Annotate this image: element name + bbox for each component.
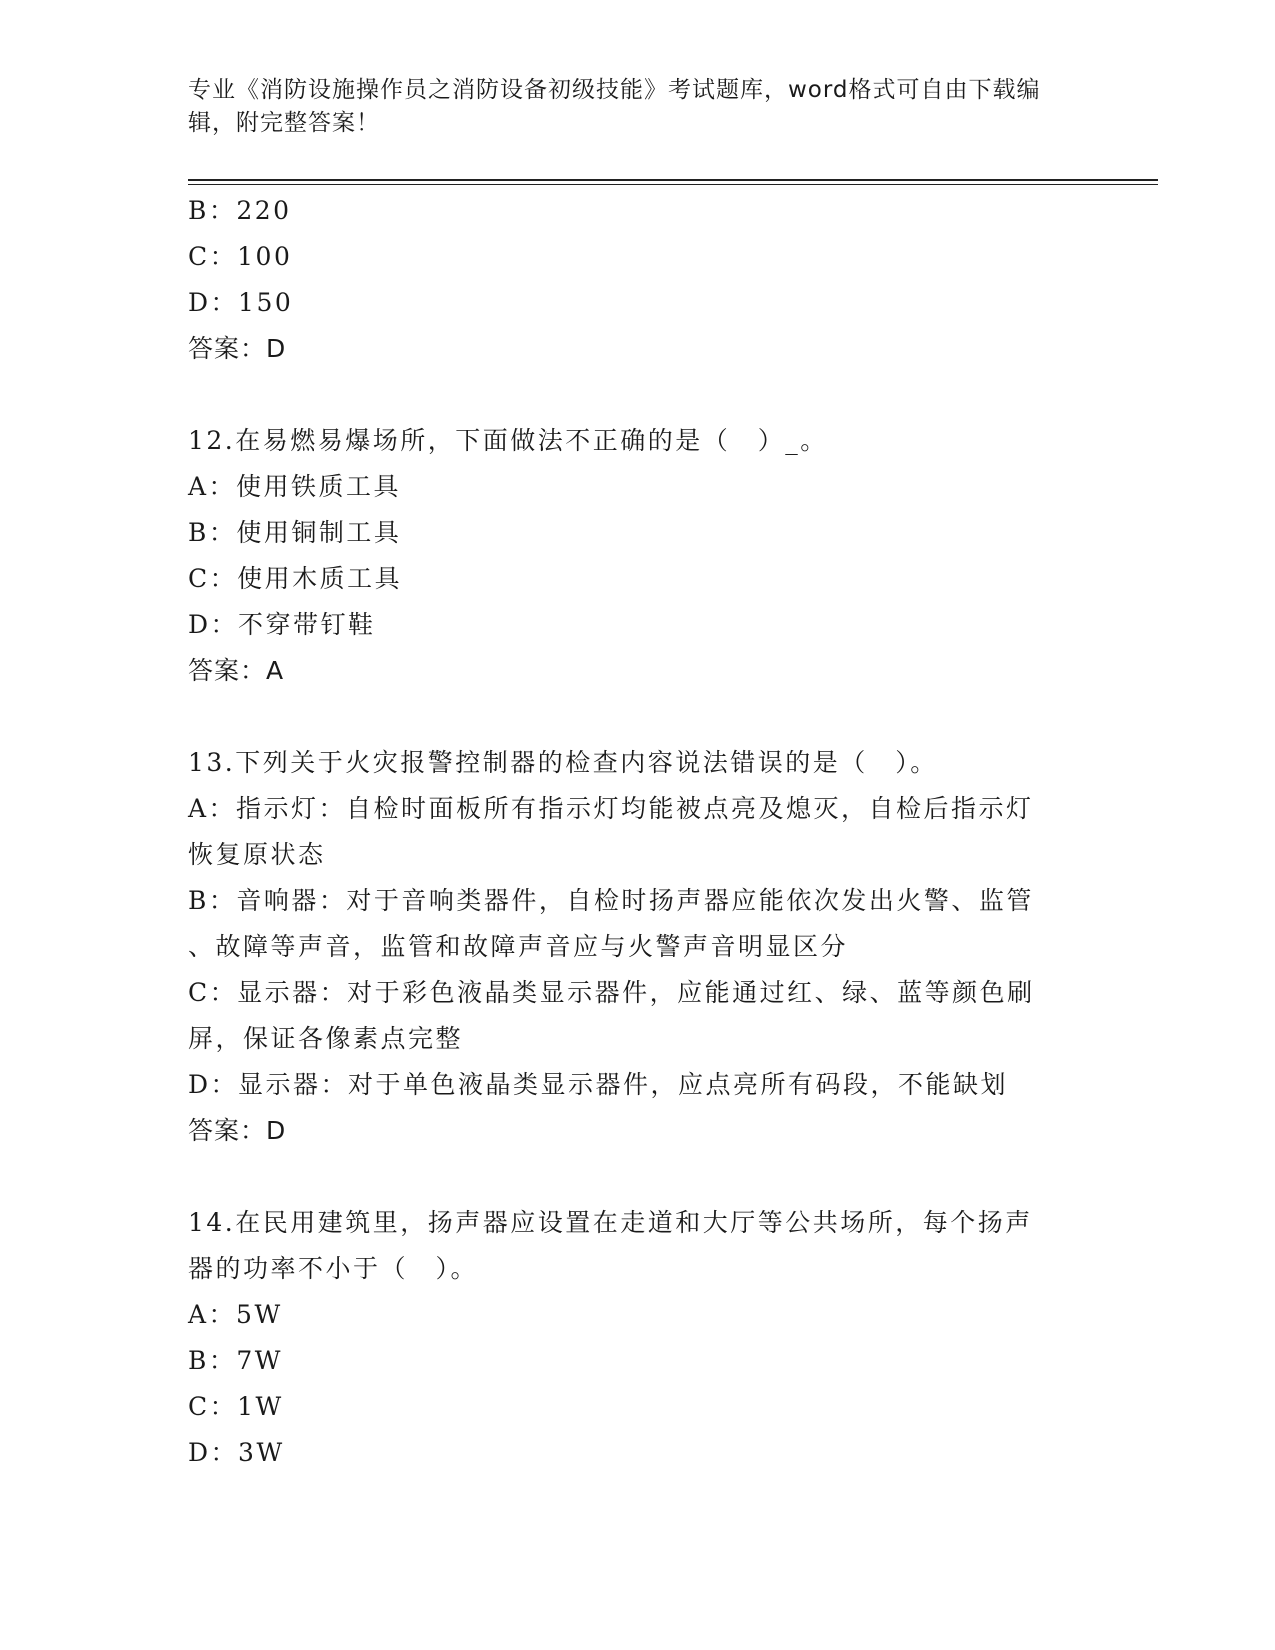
option-d: D：不穿带钉鞋: [188, 610, 376, 639]
option-b-line-2: 、故障等声音，监管和故障声音应与火警声音明显区分: [188, 932, 849, 961]
question-stem: 12.在易燃易爆场所，下面做法不正确的是（ ）_。: [188, 426, 828, 455]
spacer: [188, 372, 1088, 418]
question-stem: 13.下列关于火灾报警控制器的检查内容说法错误的是（ ）。: [188, 748, 938, 777]
answer: 答案：A: [188, 656, 285, 685]
header-divider-thin: [188, 184, 1158, 185]
answer: 答案：D: [188, 334, 287, 363]
option-c-line-2: 屏，保证各像素点完整: [188, 1024, 464, 1053]
header-line-1: 专业《消防设施操作员之消防设备初级技能》考试题库，word格式可自由下载编: [188, 77, 1041, 103]
header-divider: [188, 179, 1158, 181]
question-stem-line-2: 器的功率不小于（ ）。: [188, 1254, 479, 1283]
option-a: A：5W: [188, 1300, 283, 1329]
page-header: [188, 74, 1088, 140]
option-c: C：使用木质工具: [188, 564, 403, 593]
option-c-line-1: C：显示器：对于彩色液晶类显示器件，应能通过红、绿、蓝等颜色刷: [188, 978, 1035, 1007]
option-d: D：显示器：对于单色液晶类显示器件，应点亮所有码段，不能缺划: [188, 1070, 1009, 1099]
option-b-line-1: B：音响器：对于音响类器件，自检时扬声器应能依次发出火警、监管: [188, 886, 1034, 915]
option-d: D：150: [188, 288, 294, 317]
option-c: C：1W: [188, 1392, 284, 1421]
option-b: B：7W: [188, 1346, 283, 1375]
document-body: [188, 188, 1088, 1476]
option-a-line-1: A：指示灯：自检时面板所有指示灯均能被点亮及熄灭，自检后指示灯: [188, 794, 1034, 823]
header-line-2: 辑，附完整答案！: [188, 110, 380, 136]
option-b: B：220: [188, 196, 292, 225]
option-a-line-2: 恢复原状态: [188, 840, 326, 869]
question-13: [188, 740, 1088, 1154]
question-14: [188, 1200, 1088, 1476]
option-b: B：使用铜制工具: [188, 518, 402, 547]
question-12: [188, 418, 1088, 694]
option-a: A：使用铁质工具: [188, 472, 402, 501]
spacer: [188, 1154, 1088, 1200]
option-d: D：3W: [188, 1438, 285, 1467]
question-stem-line-1: 14.在民用建筑里，扬声器应设置在走道和大厅等公共场所，每个扬声: [188, 1208, 1033, 1237]
option-c: C：100: [188, 242, 293, 271]
question-11-tail: [188, 188, 1088, 372]
spacer: [188, 694, 1088, 740]
answer: 答案：D: [188, 1116, 287, 1145]
